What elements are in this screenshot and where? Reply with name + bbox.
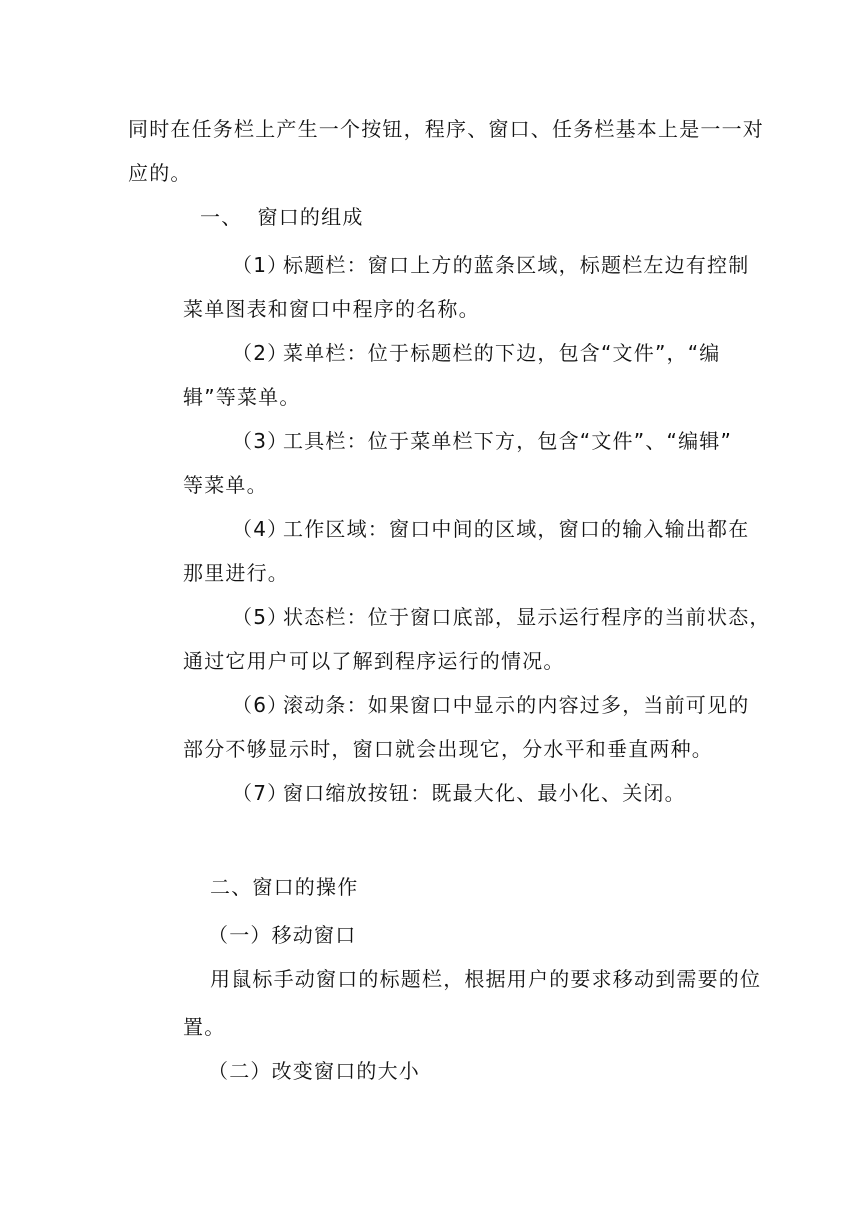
item-3-number: （3） [232,429,289,453]
intro-line-2: 应的。 [128,161,192,185]
item-1-text-line-1: 标题栏：窗口上方的蓝条区域，标题栏左边有控制 [283,253,750,277]
subsection-1-text-line-2: 置。 [183,1015,226,1039]
intro-line-1: 同时在任务栏上产生一个按钮，程序、窗口、任务栏基本上是一一对 [128,117,764,141]
item-7-number: （7） [232,781,289,805]
item-3-text-line-2: 等菜单。 [183,473,268,497]
item-2-text-line-2: 辑”等菜单。 [183,385,301,409]
item-5-number: （5） [232,605,289,629]
item-5-text-line-1: 状态栏：位于窗口底部，显示运行程序的当前状态， [283,605,771,629]
item-4-number: （4） [232,517,289,541]
item-2-number: （2） [232,341,289,365]
section-1-heading: 一、 窗口的组成 [200,205,364,229]
section-2-heading: 二、窗口的操作 [210,875,359,899]
subsection-1-text-line-1: 用鼠标手动窗口的标题栏，根据用户的要求移动到需要的位 [210,967,762,991]
item-6-number: （6） [232,693,289,717]
item-7-text-line-1: 窗口缩放按钮：既最大化、最小化、关闭。 [283,781,686,805]
item-2-text-line-1: 菜单栏：位于标题栏的下边，包含“文件”，“编 [283,341,721,365]
item-4-text-line-1: 工作区域：窗口中间的区域，窗口的输入输出都在 [283,517,750,541]
item-4-text-line-2: 那里进行。 [183,561,289,585]
item-1-number: （1） [232,253,289,277]
subsection-1-heading: （一）移动窗口 [208,923,357,947]
item-6-text-line-1: 滚动条：如果窗口中显示的内容过多，当前可见的 [283,693,750,717]
item-6-text-line-2: 部分不够显示时，窗口就会出现它，分水平和垂直两种。 [183,737,713,761]
item-3-text-line-1: 工具栏：位于菜单栏下方，包含“文件”、“编辑” [283,429,733,453]
item-5-text-line-2: 通过它用户可以了解到程序运行的情况。 [183,649,565,673]
subsection-2-heading: （二）改变窗口的大小 [208,1059,420,1083]
item-1-text-line-2: 菜单图表和窗口中程序的名称。 [183,297,480,321]
